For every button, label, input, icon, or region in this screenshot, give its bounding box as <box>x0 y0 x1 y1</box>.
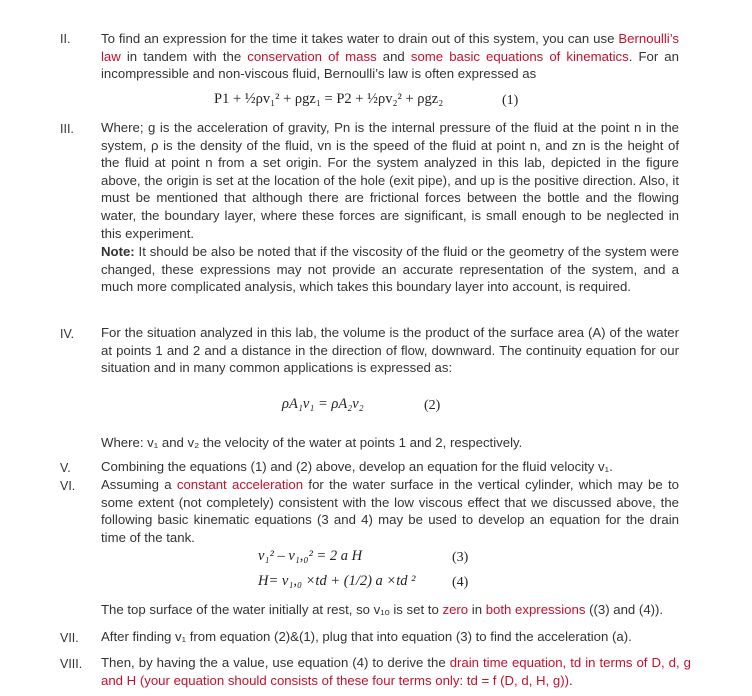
paragraph-iii: Where; g is the acceleration of gravity, Pn is the internal pressure of the fluid at the point n in the system, ρ is the density of the fluid, vn is the speed of the fluid at point n, and zn is the height of the fluid at point n from a set origin. For the system analyzed in this lab, depicted in the figure above, the origin is set at the location of the hole (exit pipe), and up is the positive direction. Also, it must be mentioned that although there are frictional forces between the bottle and the flowing water, the boundary layer, where these forces are significant, is small enough to be neglected in this experiment. <box>101 120 679 241</box>
item-numeral-viii: VIII. <box>60 657 83 671</box>
equation-4: H= v₁,₀ ×td + (1/2) a ×td ² <box>258 573 416 589</box>
equation-1: P1 + ½ρv₁² + ρgz₁ = P2 + ½ρv₂² + ρgz₂ <box>214 91 444 107</box>
link-constant-acceleration: constant acceleration <box>176 477 304 492</box>
paragraph-iv: For the situation analyzed in this lab, the volume is the product of the surface area (A) of the water at points 1 and 2 and a distance in the direction of flow, downward. The continuity equation for our situation and in many common applications is expressed as: <box>101 325 679 376</box>
link-kinematics: some basic equations of kinematics <box>410 48 629 64</box>
paragraph-vi: Assuming a constant acceleration for the water surface in the vertical cylinder, which may be to some extent (not completely) consistent with the low viscous effect that we discussed above, the following basic kinematic equations (3 and 4) may be used to develop an equation for the drain time of the tank. <box>101 477 679 545</box>
link-both-expressions: both expressions <box>485 602 586 617</box>
equation-3-number: (3) <box>452 550 469 565</box>
item-numeral-v: V. <box>60 461 71 475</box>
item-numeral-iv: IV. <box>60 327 75 341</box>
link-zero: zero <box>442 602 469 617</box>
equation-2-number: (2) <box>424 398 441 413</box>
paragraph-vii: After finding v₁ from equation (2)&(1), plug that into equation (3) to find the acceleration (a). <box>101 629 632 644</box>
item-numeral-iii: III. <box>60 122 74 136</box>
note-label: Note: <box>101 244 135 259</box>
link-bernoulli: Bernoulli’s law <box>101 31 679 64</box>
item-numeral-ii: II. <box>60 32 71 46</box>
paragraph-note: Note: It should be also be noted that if the viscosity of the fluid or the geometry of the system were changed, these expressions may not provide an accurate representation of the system, and a much more complicated analysis, which takes this boundary layer into account, is required. <box>101 244 679 295</box>
initial-rest-note: The top surface of the water initially at rest, so v₁ₒ is set to zero in both expressions ((3) and (4)). <box>101 602 664 617</box>
equation-2: ρA₁v₁ = ρA₂v₂ <box>282 396 364 412</box>
equation-1-number: (1) <box>502 93 519 108</box>
where-v1-v2: Where: v₁ and v₂ the velocity of the water at points 1 and 2, respectively. <box>101 435 523 450</box>
link-conservation-of-mass: conservation of mass <box>247 48 377 64</box>
equation-4-number: (4) <box>452 575 469 590</box>
paragraph-viii: Then, by having the a value, use equation (4) to derive the drain time equation, td in terms of D, d, g and H (your equation should consists of these four terms only: td = f (D, d, H, g)). <box>101 655 691 688</box>
paragraph-ii: To find an expression for the time it takes water to drain out of this system, you can use Bernoulli’s law in tandem with the conservation of mass and some basic equations of kinematics. For an incompressible and non-viscous fluid, Bernoulli’s law is often expressed as <box>101 31 679 82</box>
equation-3: v₁² – v₁,₀² = 2 a H <box>258 548 363 564</box>
item-numeral-vii: VII. <box>60 631 79 645</box>
link-drain-time-equation: drain time equation, td in terms of D, d, g and H (your equation should consists of these four terms only: td = f (D, d, H, g)) <box>101 655 691 688</box>
item-numeral-vi: VI. <box>60 479 76 493</box>
paragraph-v: Combining the equations (1) and (2) above, develop an equation for the fluid velocity v₁. <box>101 459 613 474</box>
